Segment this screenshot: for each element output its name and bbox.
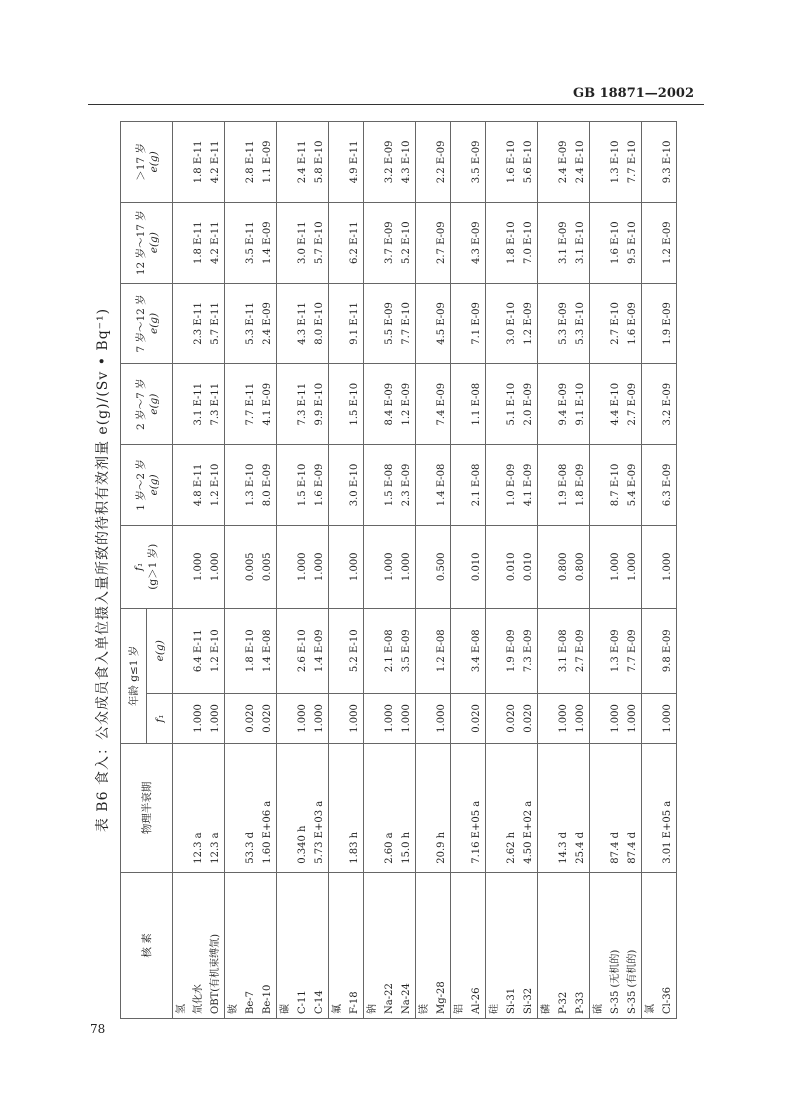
table-body [173,122,677,1019]
f1-over-cell: 1.000 1.000 [364,525,416,608]
e-g-label: e(g) [148,474,160,496]
e-1-2-cell: 1.5 E-08 2.3 E-09 [364,445,416,526]
f1-over-cell: 0.010 [451,525,486,608]
table-row [538,122,590,1019]
table-caption: 表 B6 食入：公众成员食入单位摄入量所致的待积有效剂量 e(g)/(Sv • Bq⁻¹) [95,307,111,833]
e-17-cell: 4.9 E-11 [329,122,364,203]
table-row [173,122,225,1019]
e-infant-cell: 1.9 E-09 7.3 E-09 [486,608,538,693]
table-row [642,122,677,1019]
e-12-17-cell: 3.1 E-09 3.1 E-10 [538,202,590,283]
half-life-cell: 3.01 E+05 a [642,744,677,873]
e-12-17-cell: 1.8 E-11 4.2 E-11 [173,202,225,283]
e-2-7-cell: 1.5 E-10 [329,364,364,445]
f1-infant-cell: 0.020 0.020 [486,693,538,743]
header-rule [88,104,704,105]
e-infant-cell: 3.1 E-08 2.7 E-09 [538,608,590,693]
table-row [416,122,451,1019]
standard-number: GB 18871—2002 [572,86,694,101]
e-2-7-cell: 4.4 E-10 2.7 E-09 [590,364,642,445]
e-infant-cell: 3.4 E-08 [451,608,486,693]
e-2-7-cell: 7.3 E-11 9.9 E-10 [277,364,329,445]
rotated-table-area [88,121,673,1019]
e-1-2-cell: 2.1 E-08 [451,445,486,526]
col-age-infant: 年龄 g≤1 岁 [121,608,147,743]
e-1-2-cell: 1.5 E-10 1.6 E-09 [277,445,329,526]
half-life-cell: 20.9 h [416,744,451,873]
e-17-cell: 3.2 E-09 4.3 E-10 [364,122,416,203]
half-life-cell: 14.3 d 25.4 d [538,744,590,873]
age-12-17-label: 12 岁～17 岁 [135,210,147,276]
page-number: 78 [90,1022,106,1036]
nuclide-cell: 铝 Al-26 [451,872,486,1018]
f1-over-cell: 0.005 0.005 [225,525,277,608]
f1-infant-cell: 0.020 0.020 [225,693,277,743]
nuclide-cell: 氢 氚化水 OBT(有机束缚氚) [173,872,225,1018]
nuclide-cell: 氟 F-18 [329,872,364,1018]
f1-infant-cell: 1.000 [416,693,451,743]
f1-infant-cell: 1.000 [329,693,364,743]
f1-infant-cell: 1.000 1.000 [173,693,225,743]
nuclide-cell: 钠 Na-22 Na-24 [364,872,416,1018]
half-life-cell: 2.60 a 15.0 h [364,744,416,873]
half-life-cell: 0.340 h 5.73 E+03 a [277,744,329,873]
e-1-2-cell: 3.0 E-10 [329,445,364,526]
col-age-7-12 [121,283,173,364]
table-row [486,122,538,1019]
e-g-label: e(g) [148,232,160,254]
e-7-12-cell: 5.3 E-09 5.3 E-10 [538,283,590,364]
nuclide-cell: 硅 Si-31 Si-32 [486,872,538,1018]
e-1-2-cell: 8.7 E-10 5.4 E-09 [590,445,642,526]
col-age-1-2 [121,445,173,526]
table-row [329,122,364,1019]
f1-infant-cell: 1.000 [642,693,677,743]
e-g-label: e(g) [148,151,160,173]
e-7-12-cell: 5.3 E-11 2.4 E-09 [225,283,277,364]
f1-infant-cell: 0.020 [451,693,486,743]
e-1-2-cell: 1.0 E-09 4.1 E-09 [486,445,538,526]
e-12-17-cell: 1.2 E-09 [642,202,677,283]
e-2-7-cell: 3.1 E-11 7.3 E-11 [173,364,225,445]
table-row [451,122,486,1019]
e-2-7-cell: 5.1 E-10 2.0 E-09 [486,364,538,445]
e-17-cell: 1.3 E-10 7.7 E-10 [590,122,642,203]
col-age-17 [121,122,173,203]
e-17-cell: 3.5 E-09 [451,122,486,203]
f1-infant-cell: 1.000 1.000 [277,693,329,743]
e-12-17-cell: 3.5 E-11 1.4 E-09 [225,202,277,283]
f1-over-cell: 1.000 1.000 [277,525,329,608]
e-17-cell: 2.4 E-09 2.4 E-10 [538,122,590,203]
e-2-7-cell: 3.2 E-09 [642,364,677,445]
e-12-17-cell: 1.6 E-10 9.5 E-10 [590,202,642,283]
e-1-2-cell: 6.3 E-09 [642,445,677,526]
col-half-life: 物理半衰期 [121,744,173,873]
e-2-7-cell: 8.4 E-09 1.2 E-09 [364,364,416,445]
f1-over-cell: 0.800 0.800 [538,525,590,608]
e-7-12-cell: 3.0 E-10 1.2 E-09 [486,283,538,364]
e-17-cell: 2.4 E-11 5.8 E-10 [277,122,329,203]
f1-over-cell: 0.010 0.010 [486,525,538,608]
e-infant-cell: 9.8 E-09 [642,608,677,693]
age-1-2-label: 1 岁～2 岁 [135,459,147,511]
e-infant-cell: 1.3 E-09 7.7 E-09 [590,608,642,693]
f1-over-label: f₁ [133,562,145,571]
col-age-12-17 [121,202,173,283]
e-7-12-cell: 4.5 E-09 [416,283,451,364]
e-17-cell: 1.8 E-11 4.2 E-11 [173,122,225,203]
age-17-label: ＞17 岁 [135,143,147,181]
f1-over-sub: (g＞1 岁) [147,543,159,590]
e-17-cell: 1.6 E-10 5.6 E-10 [486,122,538,203]
e-7-12-cell: 2.7 E-10 1.6 E-09 [590,283,642,364]
f1-over-cell: 1.000 [642,525,677,608]
e-7-12-cell: 1.9 E-09 [642,283,677,364]
e-1-2-cell: 1.3 E-10 8.0 E-09 [225,445,277,526]
e-infant-cell: 5.2 E-10 [329,608,364,693]
table-row [590,122,642,1019]
f1-over-cell: 0.500 [416,525,451,608]
age-2-7-label: 2 岁～7 岁 [135,378,147,430]
nuclide-cell: 铍 Be-7 Be-10 [225,872,277,1018]
e-12-17-cell: 4.3 E-09 [451,202,486,283]
e-7-12-cell: 2.3 E-11 5.7 E-11 [173,283,225,364]
f1-infant-cell: 1.000 1.000 [538,693,590,743]
f1-over-cell: 1.000 1.000 [590,525,642,608]
e-infant-cell: 1.8 E-10 1.4 E-08 [225,608,277,693]
e-7-12-cell: 4.3 E-11 8.0 E-10 [277,283,329,364]
e-17-cell: 2.2 E-09 [416,122,451,203]
half-life-cell: 7.16 E+05 a [451,744,486,873]
nuclide-cell: 镁 Mg-28 [416,872,451,1018]
age-7-12-label: 7 岁～12 岁 [135,294,147,353]
e-7-12-cell: 9.1 E-11 [329,283,364,364]
half-life-cell: 2.62 h 4.50 E+02 a [486,744,538,873]
e-g-label: e(g) [148,393,160,415]
col-e-infant: e(g) [147,608,173,693]
nuclide-cell: 碳 C-11 C-14 [277,872,329,1018]
e-12-17-cell: 3.7 E-09 5.2 E-10 [364,202,416,283]
e-12-17-cell: 6.2 E-11 [329,202,364,283]
f1-infant-cell: 1.000 1.000 [364,693,416,743]
table-row [364,122,416,1019]
table-row [225,122,277,1019]
e-7-12-cell: 7.1 E-09 [451,283,486,364]
e-2-7-cell: 9.4 E-09 9.1 E-10 [538,364,590,445]
col-f1-infant: f₁ [147,693,173,743]
e-2-7-cell: 7.7 E-11 4.1 E-09 [225,364,277,445]
dose-coefficient-table [120,121,677,1019]
table-row [277,122,329,1019]
e-infant-cell: 6.4 E-11 1.2 E-10 [173,608,225,693]
e-12-17-cell: 3.0 E-11 5.7 E-10 [277,202,329,283]
table-frame [88,121,673,1019]
e-2-7-cell: 7.4 E-09 [416,364,451,445]
col-age-2-7 [121,364,173,445]
f1-over-cell: 1.000 1.000 [173,525,225,608]
half-life-cell: 53.3 d 1.60 E+06 a [225,744,277,873]
e-infant-cell: 2.6 E-10 1.4 E-09 [277,608,329,693]
e-2-7-cell: 1.1 E-08 [451,364,486,445]
e-12-17-cell: 1.8 E-10 7.0 E-10 [486,202,538,283]
nuclide-cell: 硫 S-35 (无机的) S-35 (有机的) [590,872,642,1018]
half-life-cell: 87.4 d 87.4 d [590,744,642,873]
e-1-2-cell: 4.8 E-11 1.2 E-10 [173,445,225,526]
col-nuclide: 核 素 [121,872,173,1018]
e-12-17-cell: 2.7 E-09 [416,202,451,283]
half-life-cell: 1.83 h [329,744,364,873]
half-life-cell: 12.3 a 12.3 a [173,744,225,873]
nuclide-cell: 磷 P-32 P-33 [538,872,590,1018]
e-17-cell: 2.8 E-11 1.1 E-09 [225,122,277,203]
e-17-cell: 9.3 E-10 [642,122,677,203]
f1-infant-cell: 1.000 1.000 [590,693,642,743]
nuclide-cell: 氯 Cl-36 [642,872,677,1018]
f1-over-cell: 1.000 [329,525,364,608]
e-infant-cell: 1.2 E-08 [416,608,451,693]
col-f1-over [121,525,173,608]
e-1-2-cell: 1.9 E-08 1.8 E-09 [538,445,590,526]
e-g-label: e(g) [148,312,160,334]
e-1-2-cell: 1.4 E-08 [416,445,451,526]
e-7-12-cell: 5.5 E-09 7.7 E-10 [364,283,416,364]
e-infant-cell: 2.1 E-08 3.5 E-09 [364,608,416,693]
